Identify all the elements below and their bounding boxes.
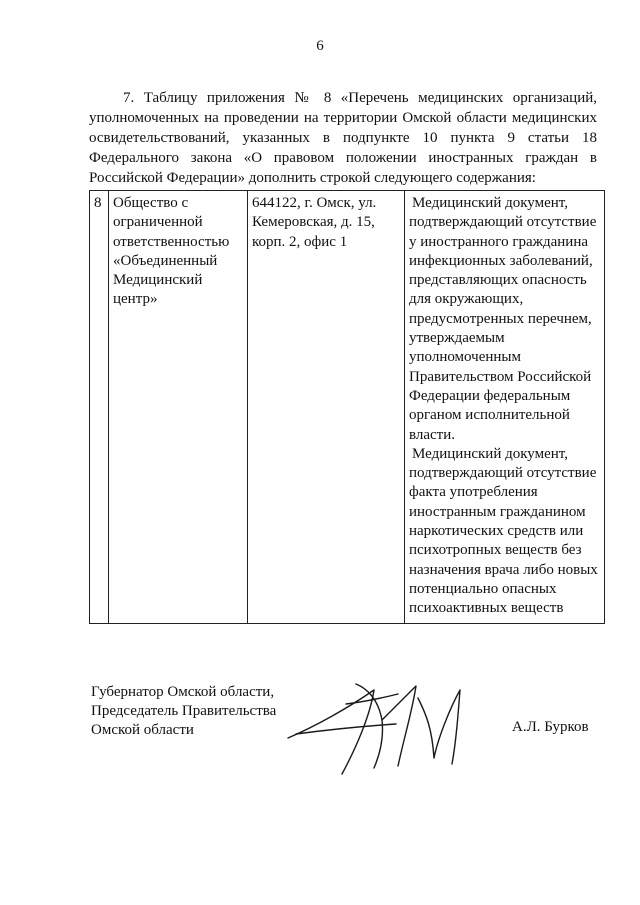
table-row <box>90 191 605 624</box>
handwritten-signature <box>286 668 486 780</box>
address-cell: 644122, г. Омск, ул. Кемеровская, д. 15, корп. 2, офис 1 <box>248 191 405 624</box>
document-item: Медицинский документ, подтверждающий отсутствие факта употребления иностранным гражданином наркотических средств или психотропных веществ без назначения врача либо новых потенциально опасных психоактивных веществ <box>409 445 598 617</box>
signature-block <box>91 683 276 740</box>
signer-name: А.Л. Бурков <box>512 719 589 735</box>
signer-title-line: Губернатор Омской области, <box>91 684 275 700</box>
intro-paragraph: 7. Таблицу приложения № 8 «Перечень медицинских организаций, уполномоченных на проведении на территории Омской области медицинских освидетельствований, указанных в подпункте 10 пункта 9 статьи 18 Федерального закона «О правовом положении иностранных граждан в Российской Федерации» дополнить строкой следующего содержания: <box>89 90 597 186</box>
signer-title-line: Омской области <box>91 722 194 738</box>
organization-cell: Общество с ограниченной ответственностью «Объединенный Медицинский центр» <box>109 191 248 624</box>
documents-cell <box>405 191 605 624</box>
page-number: 6 <box>316 38 324 54</box>
document-item: Медицинский документ, подтверждающий отсутствие у иностранного гражданина инфекционных заболеваний, представляющих опасность для окружающих, предусмотренных перечнем, утверждаемым уполномоченным Правительством Российской Федерации федеральным органом исполнительной власти. <box>409 195 597 443</box>
signer-title-line: Председатель Правительства <box>91 703 277 719</box>
organizations-table <box>89 190 605 624</box>
row-number-cell: 8 <box>90 191 109 624</box>
